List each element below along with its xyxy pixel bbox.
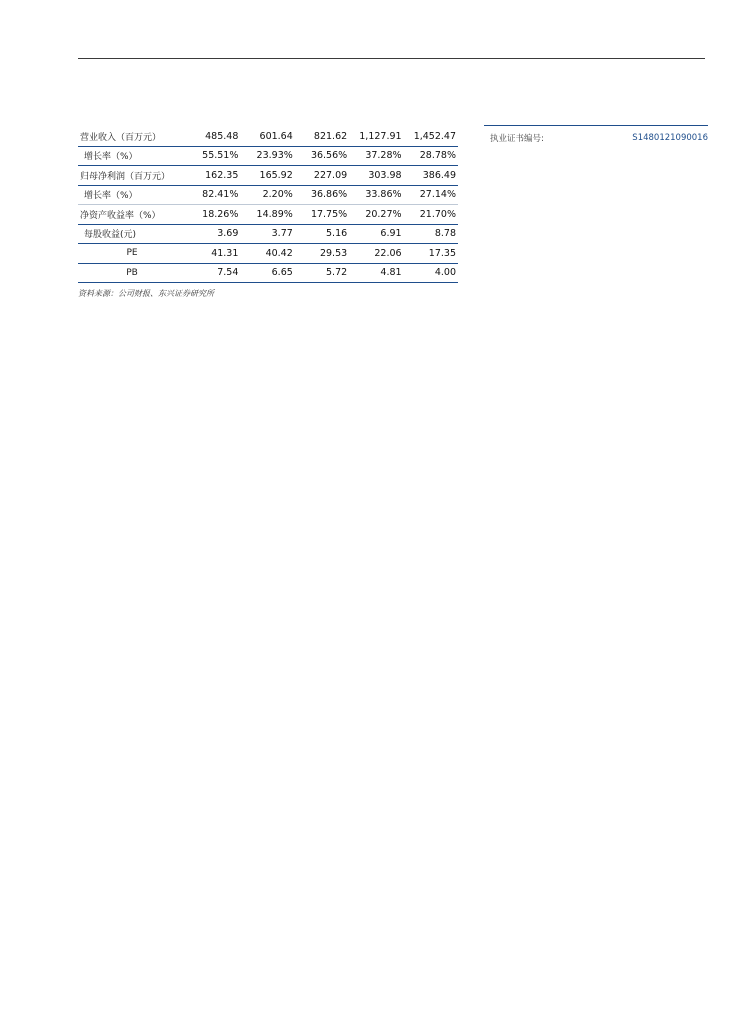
cell-value: 55.51%: [186, 146, 240, 166]
row-label: 增长率（%）: [78, 185, 186, 205]
table-row: [78, 185, 458, 205]
cell-value: 1,452.47: [404, 127, 458, 146]
cell-value: 3.69: [186, 224, 240, 244]
row-label: PB: [78, 263, 186, 283]
cell-value: 40.42: [240, 244, 294, 264]
cell-value: 82.41%: [186, 185, 240, 205]
cell-value: 41.31: [186, 244, 240, 264]
cert-row: [484, 126, 708, 144]
cell-value: 5.16: [295, 224, 349, 244]
cell-value: 23.93%: [240, 146, 294, 166]
row-label: PE: [78, 244, 186, 264]
cell-value: 8.78: [404, 224, 458, 244]
table-row: [78, 263, 458, 283]
cell-value: 37.28%: [349, 146, 403, 166]
cell-value: 4.81: [349, 263, 403, 283]
table-row: [78, 146, 458, 166]
table-row: [78, 127, 458, 146]
cell-value: 165.92: [240, 166, 294, 186]
table-row: [78, 205, 458, 225]
row-label: 营业收入（百万元）: [78, 127, 186, 146]
cell-value: 4.00: [404, 263, 458, 283]
analyst-info: [484, 125, 708, 144]
cell-value: 6.65: [240, 263, 294, 283]
row-label: 增长率（%）: [78, 146, 186, 166]
cell-value: 1,127.91: [349, 127, 403, 146]
source-note: 资料来源：公司财报、东兴证券研究所: [78, 289, 214, 298]
cell-value: 6.91: [349, 224, 403, 244]
cell-value: 303.98: [349, 166, 403, 186]
cell-value: 27.14%: [404, 185, 458, 205]
cert-number: S1480121090016: [632, 133, 708, 143]
cell-value: 821.62: [295, 127, 349, 146]
cell-value: 3.77: [240, 224, 294, 244]
table-row: [78, 244, 458, 264]
cell-value: 33.86%: [349, 185, 403, 205]
cell-value: 5.72: [295, 263, 349, 283]
header-rule: [78, 58, 705, 59]
cert-label: 执业证书编号:: [490, 134, 544, 144]
table-row: [78, 224, 458, 244]
cell-value: 2.20%: [240, 185, 294, 205]
table-row: [78, 166, 458, 186]
cell-value: 18.26%: [186, 205, 240, 225]
row-label: 净资产收益率（%）: [78, 205, 186, 225]
financial-forecast-table: [78, 127, 458, 283]
cell-value: 14.89%: [240, 205, 294, 225]
cell-value: 20.27%: [349, 205, 403, 225]
cell-value: 28.78%: [404, 146, 458, 166]
cell-value: 36.56%: [295, 146, 349, 166]
cell-value: 21.70%: [404, 205, 458, 225]
cell-value: 227.09: [295, 166, 349, 186]
cell-value: 7.54: [186, 263, 240, 283]
cell-value: 22.06: [349, 244, 403, 264]
cell-value: 17.75%: [295, 205, 349, 225]
cell-value: 17.35: [404, 244, 458, 264]
cell-value: 29.53: [295, 244, 349, 264]
cell-value: 162.35: [186, 166, 240, 186]
cell-value: 485.48: [186, 127, 240, 146]
row-label: 归母净利润（百万元）: [78, 166, 186, 186]
row-label: 每股收益(元): [78, 224, 186, 244]
cell-value: 601.64: [240, 127, 294, 146]
cell-value: 36.86%: [295, 185, 349, 205]
cell-value: 386.49: [404, 166, 458, 186]
